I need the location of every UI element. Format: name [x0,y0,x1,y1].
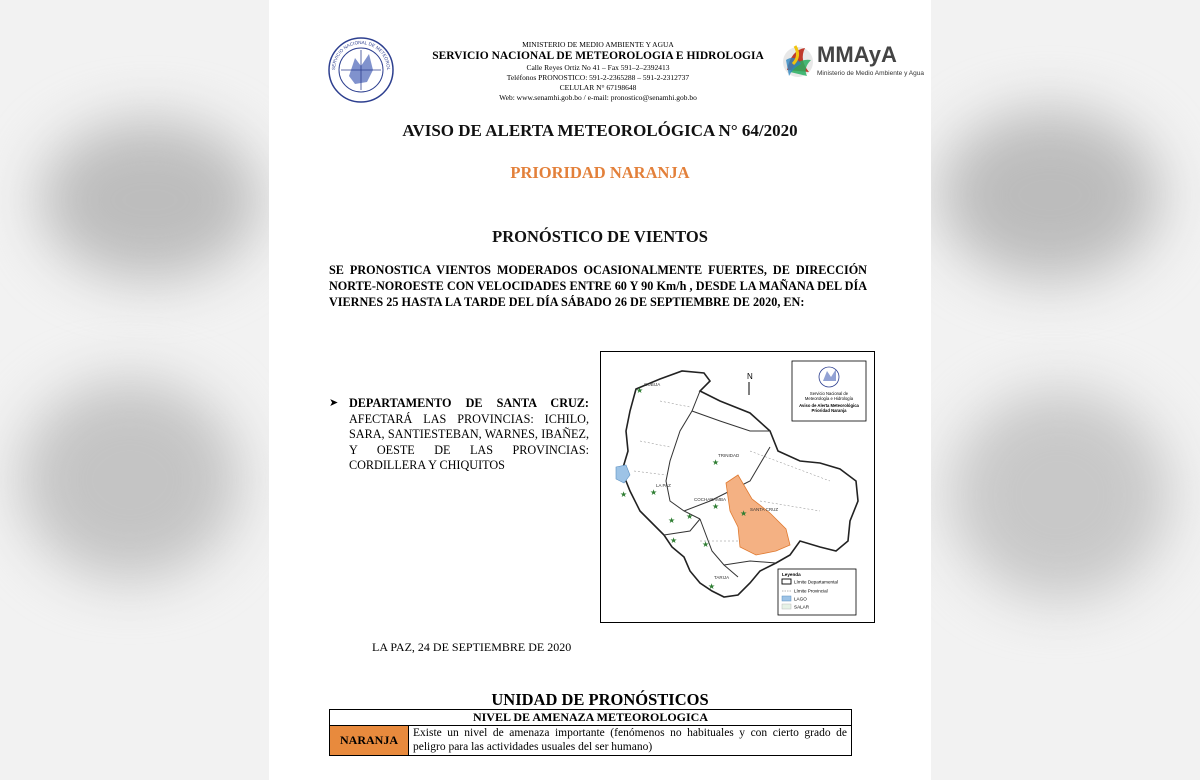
city-label-cochabamba: COCHABAMBA [694,497,727,502]
bolivia-alert-map [600,351,875,623]
city-label-tarija: TARIJA [714,575,730,580]
priority-label: PRIORIDAD NARANJA [510,163,690,182]
svg-text:SERVICIO NACIONAL DE METEOROLO: SERVICIO NACIONAL DE METEOROL [330,39,392,71]
alert-title: AVISO DE ALERTA METEOROLÓGICA N° 64/2020 [402,121,798,140]
issue-date: LA PAZ, 24 DE SEPTIEMBRE DE 2020 [372,640,572,654]
city-label-santa-cruz: SANTA CRUZ [750,507,779,512]
svg-text:★: ★ [620,490,628,499]
legend-title: Leyenda [782,572,801,577]
letterhead-text [403,40,793,103]
inset-line-4: Prioridad Naranja [811,408,847,413]
mmaya-emblem-icon [781,42,815,82]
threat-table-header: NIVEL DE AMENAZA METEOROLOGICA [330,710,852,726]
svg-text:N: N [747,372,753,381]
svg-text:★: ★ [702,540,710,549]
city-label-cobija: COBIJA [644,382,661,387]
city-label-trinidad: TRINIDAD [718,453,740,458]
svg-text:★: ★ [668,516,676,525]
ministry-name: MINISTERIO DE MEDIO AMBIENTE Y AGUA [522,40,674,49]
svg-text:★: ★ [712,502,720,511]
svg-text:★: ★ [740,509,748,518]
letterhead [269,36,931,114]
city-label-la-paz: LA PAZ [656,483,671,488]
address: Calle Reyes Ortiz No 41 – Fax 591–2–2392413 [526,63,670,72]
legend-item-departamental: Límite Departamental [794,579,838,585]
threat-level-table [329,709,852,756]
inset-line-3: Aviso de Alerta Meteorológica [799,403,859,408]
bullet-arrow-icon: ➤ [329,397,339,409]
department-detail: AFECTARÁ LAS PROVINCIAS: ICHILO, SARA, SANTIESTEBAN, WARNES, IBAÑEZ, Y OESTE DE LAS PROVINCIAS: CORDILLERA Y CHIQUITOS [349,411,589,472]
threat-level-label: NARANJA [330,726,409,756]
svg-text:★: ★ [636,386,644,395]
affected-department [329,396,589,474]
mmaya-logo [781,42,924,82]
cell-phone: CELULAR N° 67198648 [559,83,637,92]
document-page [269,0,931,780]
inset-line-2: Meteorología e Hidrología [804,396,854,401]
legend-item-salar: SALAR [794,604,810,610]
senamhi-seal-logo [327,36,395,104]
legend-item-provincial: Límite Provincial [794,588,828,594]
svg-text:★: ★ [708,582,716,591]
svg-text:★: ★ [712,458,720,467]
svg-text:★: ★ [686,512,694,521]
forecast-title: PRONÓSTICO DE VIENTOS [492,227,708,246]
inset-line-1: Servicio Nacional de [809,391,849,396]
mmaya-wordmark: MMAyA [817,42,897,67]
forecast-unit: UNIDAD DE PRONÓSTICOS [491,690,709,709]
svg-text:★: ★ [670,536,678,545]
service-name: SERVICIO NACIONAL DE METEOROLOGIA E HIDROLOGIA [432,50,764,62]
threat-level-description: Existe un nivel de amenaza importante (fenómenos no habituales y con cierto grado de peligro para las actividades usuales del ser humano) [409,726,852,756]
legend-item-lago: LAGO [794,596,807,602]
forecast-description: SE PRONOSTICA VIENTOS MODERADOS OCASIONALMENTE FUERTES, DE DIRECCIÓN NORTE-NOROESTE CON VELOCIDADES ENTRE 60 Y 90 Km/h , DESDE LA MAÑANA DEL DÍA VIERNES 25 HASTA LA TARDE DEL DÍA SÁBADO 26 DE SEPTIEMBRE DE 2020, EN: [329,263,867,309]
department-label: DEPARTAMENTO DE SANTA CRUZ: [349,396,589,410]
web-email: Web: www.senamhi.gob.bo / e-mail: pronostico@senamhi.gob.bo [499,93,697,102]
svg-text:★: ★ [650,488,658,497]
phones: Teléfonos PRONOSTICO: 591-2-2365288 – 591-2-2312737 [506,73,690,82]
mmaya-subtitle: Ministerio de Medio Ambiente y Agua [817,70,924,77]
